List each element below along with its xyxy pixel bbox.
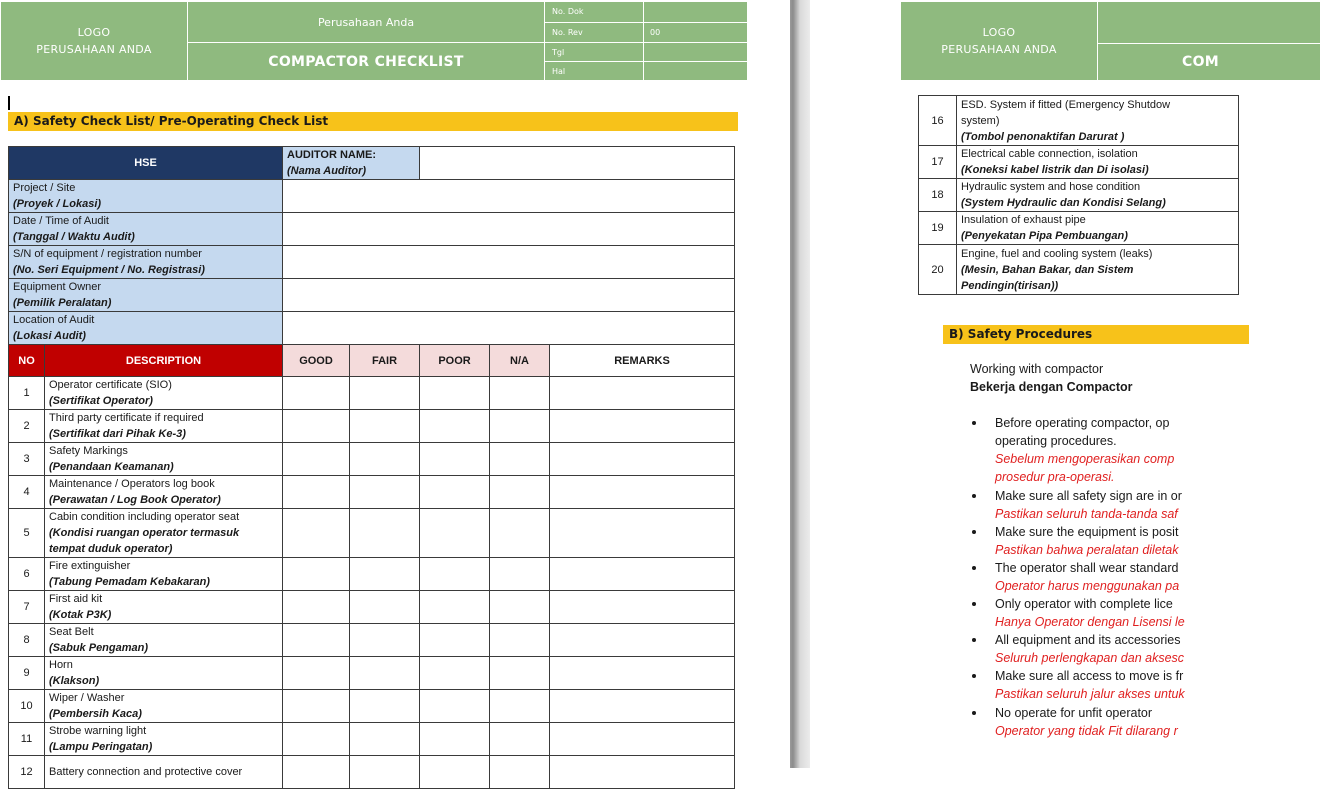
- procedure-item: The operator shall wear standard Operator harus menggunakan pa: [995, 561, 1180, 593]
- item-description: Third party certificate if required (Sertifikat dari Pihak Ke-3): [45, 410, 283, 443]
- good-cell[interactable]: [283, 443, 350, 476]
- poor-cell[interactable]: [420, 624, 490, 657]
- bullet-icon: [972, 494, 976, 498]
- label-date-time: Date / Time of Audit (Tanggal / Waktu Audit): [9, 213, 283, 246]
- good-cell[interactable]: [283, 509, 350, 558]
- procedure-item: No operate for unfit operator Operator yang tidak Fit dilarang r: [995, 706, 1178, 738]
- na-cell[interactable]: [490, 443, 550, 476]
- table-row: [919, 245, 1239, 295]
- logo-line-2: PERUSAHAAN ANDA: [36, 43, 152, 56]
- hse-header: HSE: [9, 147, 283, 180]
- table-row: [919, 179, 1239, 212]
- remarks-cell[interactable]: [550, 624, 735, 657]
- item-description: First aid kit (Kotak P3K): [45, 591, 283, 624]
- remarks-cell[interactable]: [550, 476, 735, 509]
- label-project-site: Project / Site (Proyek / Lokasi): [9, 180, 283, 213]
- table-row: [9, 410, 735, 443]
- item-number: 6: [9, 558, 45, 591]
- item-description: Maintenance / Operators log book (Perawatan / Log Book Operator): [45, 476, 283, 509]
- item-number: 5: [9, 509, 45, 558]
- procedure-item: Before operating compactor, op operating procedures. Sebelum mengoperasikan comp prosedur pra-operasi.: [995, 416, 1175, 484]
- item-description: Safety Markings (Penandaan Keamanan): [45, 443, 283, 476]
- fair-cell[interactable]: [350, 657, 420, 690]
- bullet-icon: [972, 566, 976, 570]
- remarks-cell[interactable]: [550, 377, 735, 410]
- procedure-item: Only operator with complete lice Hanya Operator dengan Lisensi le: [995, 597, 1185, 629]
- remarks-cell[interactable]: [550, 657, 735, 690]
- poor-cell[interactable]: [420, 690, 490, 723]
- auditor-name-label: AUDITOR NAME: (Nama Auditor): [283, 147, 420, 180]
- remarks-cell[interactable]: [550, 591, 735, 624]
- item-number: 19: [919, 212, 957, 245]
- na-cell[interactable]: [490, 591, 550, 624]
- remarks-cell[interactable]: [550, 509, 735, 558]
- remarks-cell[interactable]: [550, 558, 735, 591]
- field-location[interactable]: [283, 312, 735, 345]
- meta-value-page: [644, 62, 748, 81]
- table-row: [9, 723, 735, 756]
- poor-cell[interactable]: [420, 377, 490, 410]
- procedure-item: Make sure all safety sign are in or Pastikan seluruh tanda-tanda saf: [995, 489, 1182, 521]
- item-description: ESD. System if fitted (Emergency Shutdow system) (Tombol penonaktifan Darurat ): [957, 96, 1239, 146]
- label-equipment-owner: Equipment Owner (Pemilik Peralatan): [9, 279, 283, 312]
- poor-cell[interactable]: [420, 756, 490, 789]
- item-number: 10: [9, 690, 45, 723]
- procedure-item: All equipment and its accessories Seluruh perlengkapan dan aksesc: [995, 633, 1185, 665]
- table-row: [9, 377, 735, 410]
- field-date-time[interactable]: [283, 213, 735, 246]
- remarks-cell[interactable]: [550, 443, 735, 476]
- bullet-icon: [972, 530, 976, 534]
- poor-cell[interactable]: [420, 509, 490, 558]
- poor-cell[interactable]: [420, 476, 490, 509]
- company-name-p2: [1098, 2, 1321, 44]
- fair-cell[interactable]: [350, 476, 420, 509]
- item-number: 18: [919, 179, 957, 212]
- text-cursor: [8, 96, 10, 110]
- na-cell[interactable]: [490, 756, 550, 789]
- table-row: [9, 443, 735, 476]
- table-row: [9, 558, 735, 591]
- bullet-icon: [972, 638, 976, 642]
- item-number: 12: [9, 756, 45, 789]
- good-cell[interactable]: [283, 756, 350, 789]
- meta-value-rev: 00: [644, 22, 748, 43]
- na-cell[interactable]: [490, 558, 550, 591]
- document-title-p2: COM: [1098, 43, 1321, 80]
- fair-cell[interactable]: [350, 723, 420, 756]
- table-row: [919, 96, 1239, 146]
- meta-label-doc: No. Dok: [545, 2, 644, 23]
- na-cell[interactable]: [490, 476, 550, 509]
- procedure-intro-id: Bekerja dengan Compactor: [970, 380, 1133, 394]
- item-description: Electrical cable connection, isolation (Koneksi kabel listrik dan Di isolasi): [957, 146, 1239, 179]
- fair-cell[interactable]: [350, 624, 420, 657]
- section-a-heading: A) Safety Check List/ Pre-Operating Check List: [8, 112, 738, 131]
- good-cell[interactable]: [283, 690, 350, 723]
- fair-cell[interactable]: [350, 509, 420, 558]
- fair-cell[interactable]: [350, 756, 420, 789]
- table-row: [919, 146, 1239, 179]
- page-gutter: [790, 0, 810, 768]
- remarks-cell[interactable]: [550, 756, 735, 789]
- table-row: [919, 212, 1239, 245]
- item-number: 16: [919, 96, 957, 146]
- good-cell[interactable]: [283, 377, 350, 410]
- bullet-icon: [972, 602, 976, 606]
- col-remarks: REMARKS: [550, 345, 735, 377]
- item-description: Engine, fuel and cooling system (leaks) (Mesin, Bahan Bakar, dan Sistem Pendingin(tirisan)): [957, 245, 1239, 295]
- document-header: [0, 1, 748, 81]
- na-cell[interactable]: [490, 690, 550, 723]
- col-good: GOOD: [283, 345, 350, 377]
- label-location: Location of Audit (Lokasi Audit): [9, 312, 283, 345]
- bullet-icon: [972, 674, 976, 678]
- fair-cell[interactable]: [350, 591, 420, 624]
- good-cell[interactable]: [283, 723, 350, 756]
- col-description: DESCRIPTION: [45, 345, 283, 377]
- item-description: Wiper / Washer (Pembersih Kaca): [45, 690, 283, 723]
- fair-cell[interactable]: [350, 690, 420, 723]
- meta-label-page: Hal: [545, 62, 644, 81]
- item-number: 1: [9, 377, 45, 410]
- na-cell[interactable]: [490, 509, 550, 558]
- field-project-site[interactable]: [283, 180, 735, 213]
- table-row: [9, 690, 735, 723]
- company-name: Perusahaan Anda: [188, 2, 545, 43]
- col-fair: FAIR: [350, 345, 420, 377]
- na-cell[interactable]: [490, 723, 550, 756]
- good-cell[interactable]: [283, 657, 350, 690]
- item-description: Fire extinguisher (Tabung Pemadam Kebakaran): [45, 558, 283, 591]
- item-description: Insulation of exhaust pipe (Penyekatan Pipa Pembuangan): [957, 212, 1239, 245]
- section-b-heading: B) Safety Procedures: [943, 325, 1249, 344]
- na-cell[interactable]: [490, 377, 550, 410]
- item-description: Horn (Klakson): [45, 657, 283, 690]
- item-number: 20: [919, 245, 957, 295]
- good-cell[interactable]: [283, 624, 350, 657]
- procedure-item: Make sure all access to move is fr Pastikan seluruh jalur akses untuk: [995, 669, 1185, 701]
- field-equipment-owner[interactable]: [283, 279, 735, 312]
- remarks-cell[interactable]: [550, 723, 735, 756]
- table-row: [9, 591, 735, 624]
- fair-cell[interactable]: [350, 443, 420, 476]
- field-serial-number[interactable]: [283, 246, 735, 279]
- good-cell[interactable]: [283, 591, 350, 624]
- col-no: NO: [9, 345, 45, 377]
- table-row: [9, 476, 735, 509]
- item-number: 2: [9, 410, 45, 443]
- logo-placeholder: [1, 2, 188, 81]
- checklist-table: [8, 146, 735, 789]
- procedure-intro-en: Working with compactor: [970, 362, 1104, 376]
- fair-cell[interactable]: [350, 410, 420, 443]
- col-na: N/A: [490, 345, 550, 377]
- table-row: [9, 756, 735, 789]
- item-description: Cabin condition including operator seat (Kondisi ruangan operator termasuk tempat duduk operator): [45, 509, 283, 558]
- logo-placeholder-p2: LOGO PERUSAHAAN ANDA: [901, 2, 1098, 81]
- remarks-cell[interactable]: [550, 690, 735, 723]
- good-cell[interactable]: [283, 410, 350, 443]
- item-number: 3: [9, 443, 45, 476]
- poor-cell[interactable]: [420, 591, 490, 624]
- poor-cell[interactable]: [420, 443, 490, 476]
- meta-value-doc: [644, 2, 748, 23]
- item-description: Hydraulic system and hose condition (System Hydraulic dan Kondisi Selang): [957, 179, 1239, 212]
- col-poor: POOR: [420, 345, 490, 377]
- na-cell[interactable]: [490, 410, 550, 443]
- label-serial-number: S/N of equipment / registration number (No. Seri Equipment / No. Registrasi): [9, 246, 283, 279]
- bullet-icon: [972, 421, 976, 425]
- item-number: 8: [9, 624, 45, 657]
- table-row: [9, 509, 735, 558]
- item-number: 9: [9, 657, 45, 690]
- fair-cell[interactable]: [350, 558, 420, 591]
- good-cell[interactable]: [283, 476, 350, 509]
- na-cell[interactable]: [490, 657, 550, 690]
- item-number: 7: [9, 591, 45, 624]
- auditor-name-field[interactable]: [420, 147, 735, 180]
- item-number: 4: [9, 476, 45, 509]
- table-row: [9, 657, 735, 690]
- document-header-p2: [900, 1, 1321, 81]
- logo-line-1: LOGO: [77, 26, 111, 39]
- document-page-2: [810, 0, 1220, 768]
- meta-label-date: Tgl: [545, 43, 644, 62]
- document-title: COMPACTOR CHECKLIST: [188, 43, 545, 81]
- good-cell[interactable]: [283, 558, 350, 591]
- bullet-icon: [972, 711, 976, 715]
- item-number: 11: [9, 723, 45, 756]
- poor-cell[interactable]: [420, 723, 490, 756]
- item-description: Strobe warning light (Lampu Peringatan): [45, 723, 283, 756]
- item-description: Battery connection and protective cover: [45, 756, 283, 789]
- na-cell[interactable]: [490, 624, 550, 657]
- table-row: [9, 624, 735, 657]
- item-number: 17: [919, 146, 957, 179]
- item-description: Operator certificate (SIO) (Sertifikat Operator): [45, 377, 283, 410]
- item-description: Seat Belt (Sabuk Pengaman): [45, 624, 283, 657]
- poor-cell[interactable]: [420, 558, 490, 591]
- remarks-cell[interactable]: [550, 410, 735, 443]
- poor-cell[interactable]: [420, 410, 490, 443]
- meta-label-rev: No. Rev: [545, 22, 644, 43]
- fair-cell[interactable]: [350, 377, 420, 410]
- poor-cell[interactable]: [420, 657, 490, 690]
- meta-value-date: [644, 43, 748, 62]
- procedure-item: Make sure the equipment is posit Pastikan bahwa peralatan diletak: [995, 525, 1179, 557]
- checklist-table-p2: [918, 95, 1239, 295]
